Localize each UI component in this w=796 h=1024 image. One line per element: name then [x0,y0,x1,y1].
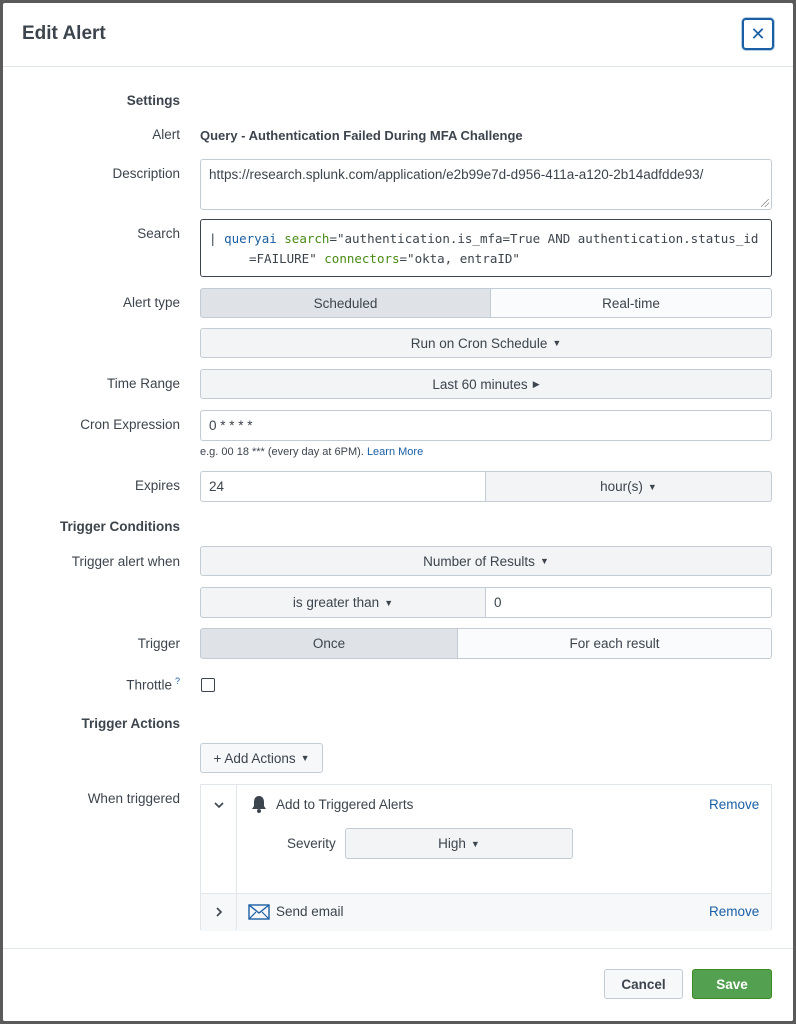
close-button[interactable] [742,18,774,50]
comparator-dropdown[interactable] [200,587,486,618]
search-pipe: | [209,231,217,246]
add-actions-label: + Add Actions [213,750,296,766]
search-arg-value-2: =FAILURE" [249,251,317,266]
cron-expression-value: 0 * * * * [209,418,253,433]
cron-help-example: e.g. 00 18 *** (every day at 6PM). [200,446,364,458]
time-range-picker[interactable] [200,369,772,399]
trigger-when-value: Number of Results [423,553,535,569]
alert-type-label: Alert type [122,295,180,310]
search-editor[interactable] [200,219,772,277]
alert-label: Alert [152,127,180,142]
remove-action-link[interactable]: Remove [709,904,760,919]
trigger-when-dropdown[interactable] [200,546,772,576]
trigger-actions-heading: Trigger Actions [81,716,180,731]
severity-dropdown[interactable] [345,828,573,859]
search-arg-value-1: ="authentication.is_mfa=True AND authentication.status_id [329,231,759,246]
trigger-conditions-heading: Trigger Conditions [60,519,180,534]
search-arg-name: search [284,231,330,246]
throttle-label [126,676,180,693]
add-actions-button[interactable] [200,743,323,773]
alert-type-scheduled[interactable] [200,288,491,318]
severity-label: Severity [287,836,336,851]
search-connectors-value: ="okta, entraID" [399,251,520,266]
trigger-once-label: Once [312,636,346,651]
dialog-title: Edit Alert [22,23,106,44]
threshold-input[interactable] [485,587,772,618]
search-label: Search [137,226,180,241]
trigger-for-each-label: For each result [569,636,660,651]
trigger-label: Trigger [137,636,180,651]
caret-down-icon: ▼ [552,338,562,348]
threshold-value: 0 [494,595,502,610]
cron-help-text [200,446,423,458]
caret-down-icon: ▼ [539,556,549,566]
search-line-1 [209,229,763,249]
expires-value: 24 [209,479,225,494]
when-triggered-label: When triggered [87,791,180,806]
caret-right-icon: ▶ [532,378,540,389]
expand-chevron-icon[interactable] [211,904,227,920]
expires-unit-value: hour(s) [600,479,643,494]
trigger-once[interactable] [200,628,458,659]
close-icon: ✕ [750,23,766,44]
settings-heading: Settings [126,93,180,108]
description-textarea[interactable] [200,159,772,210]
caret-down-icon: ▼ [647,481,657,492]
action-row-send-email [201,893,771,931]
trigger-for-each-result[interactable] [457,628,772,659]
expires-input[interactable] [200,471,486,502]
time-range-value: Last 60 minutes [432,376,528,392]
collapse-chevron-icon[interactable] [211,797,227,813]
caret-down-icon: ▼ [300,753,310,763]
divider [236,785,237,893]
description-text: https://research.splunk.com/application/e2b99e7d-d956-411a-a120-2b14adfdde93/ [209,167,704,182]
learn-more-link[interactable]: Learn More [366,446,424,458]
time-range-label: Time Range [106,376,180,391]
comparator-value: is greater than [292,595,380,610]
envelope-icon [248,904,270,920]
action-name: Send email [276,904,344,919]
help-icon[interactable]: ? [174,676,180,686]
alert-type-realtime-label: Real-time [602,295,660,311]
cron-expression-label: Cron Expression [80,417,180,432]
throttle-label-text: Throttle [126,677,172,693]
alert-type-realtime[interactable] [490,288,772,318]
caret-down-icon: ▼ [470,838,480,849]
expires-unit-dropdown[interactable] [485,471,772,502]
search-command: queryai [224,231,277,246]
edit-alert-dialog [3,3,793,1021]
search-connectors-name: connectors [324,251,400,266]
remove-action-link[interactable]: Remove [709,797,760,812]
action-name: Add to Triggered Alerts [276,797,414,812]
trigger-when-label: Trigger alert when [71,554,180,569]
divider [236,894,237,930]
cron-expression-input[interactable] [200,410,772,441]
triggered-actions-list [200,784,772,930]
save-button[interactable]: Save [692,969,772,999]
severity-value: High [438,836,466,851]
schedule-dropdown-label: Run on Cron Schedule [410,335,548,351]
resize-handle-icon[interactable] [761,199,769,207]
alert-name: Query - Authentication Failed During MFA Challenge [200,128,523,143]
description-label: Description [112,166,180,181]
alert-type-scheduled-label: Scheduled [313,295,378,311]
caret-down-icon: ▼ [384,597,394,608]
dialog-header [3,3,793,67]
throttle-checkbox[interactable] [201,678,215,692]
bell-icon [249,794,269,814]
schedule-dropdown[interactable] [200,328,772,358]
expires-label: Expires [134,478,180,493]
search-line-2 [209,249,763,269]
cancel-button[interactable]: Cancel [604,969,683,999]
